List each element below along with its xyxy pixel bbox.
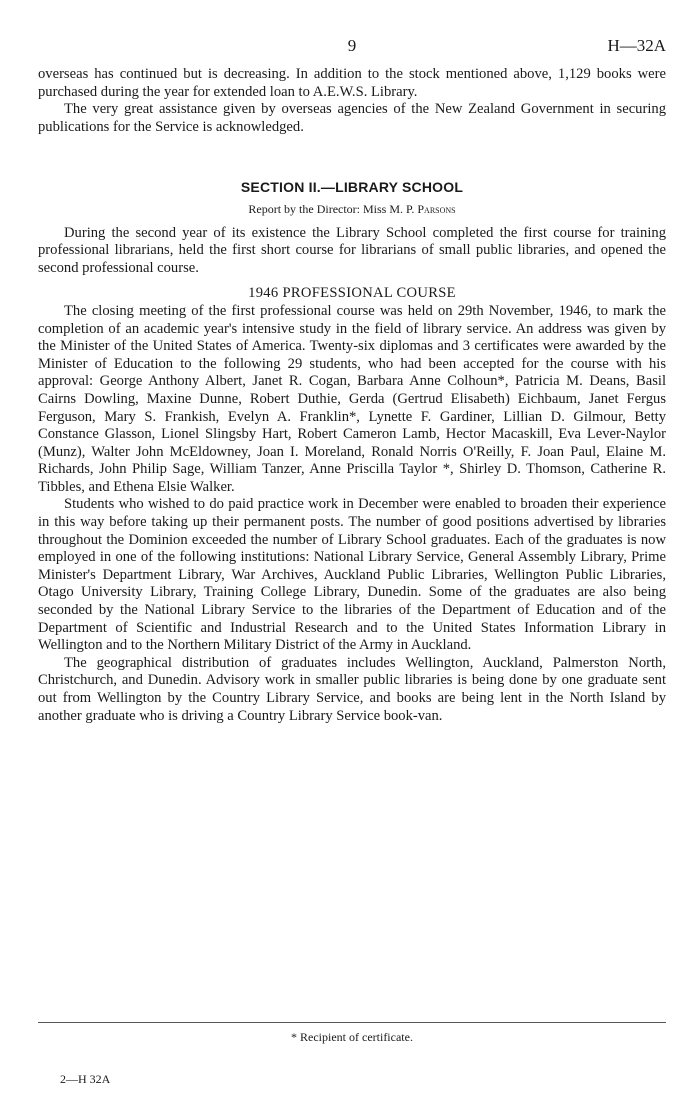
- page-number: 9: [347, 36, 357, 55]
- footnote: * Recipient of certificate.: [291, 1030, 413, 1044]
- paragraph-intro: During the second year of its existence the Library School completed the first course for training professional librarians, held the first short course for librarians of small public libraries, and opened the second professional course.: [38, 224, 666, 276]
- paragraph-acknowledgement: The very great assistance given by overseas agencies of the New Zealand Government in securing publications for the Service is acknowledged.: [38, 101, 666, 135]
- footnote-divider: [38, 1022, 666, 1023]
- paragraph-graduates: The closing meeting of the first professional course was held on 29th November, 1946, to mark the completion of an academic year's intensive study in the field of library service. An address was given by the Minister of the United States of America. Twenty-six diplomas and 3 certificates were awarded by the Minister of Education to the following 29 students, who had been accepted for the course with his approval: George Anthony Albert, Janet R. Cogan, Barbara Anne Colhoun*, Patricia M. Deans, Basil Cairns Dowling, Maxine Dunne, Robert Duthie, Gerda (Gertrud Elisabeth) Eichbaum, Janet Fergus Ferguson, Mary S. Frankish, Evelyn A. Franklin*, Lynette F. Gardiner, Lillian D. Gilmour, Betty Constance Glasson, Lionel Slingsby Hart, Robert Cameron Lamb, Hector Macaskill, Eva Lever-Naylor (Munz), Walter John McEldowney, Joan I. Moreland, Ronald Norris O'Reilly, F. Joan Paul, Elaine M. Richards, John Philip Sage, William Tanzer, Anne Priscilla Taylor *, Shirley D. Thomson, Catherine R. Tibbles, and Ethena Elsie Walker.: [38, 302, 666, 495]
- printer-signature: 2—H 32A: [60, 1072, 111, 1086]
- document-body: [38, 66, 666, 725]
- page-header: [38, 36, 666, 60]
- report-byline-prefix: Report by the Director: Miss M. P.: [248, 201, 415, 216]
- paragraph-distribution: The geographical distribution of graduates includes Wellington, Auckland, Palmerston North, Christchurch, and Dunedin. Advisory work in smaller public libraries is being done by one graduate sent out from Wellington by the Country Library Service, and books are being lent in the North Island by another graduate who is driving a Country Library Service book-van.: [38, 654, 666, 724]
- subsection-heading: 1946 PROFESSIONAL COURSE: [248, 285, 456, 302]
- paragraph-employment: Students who wished to do paid practice work in December were enabled to broaden their experience in this way before taking up their permanent posts. The number of good positions advertised by libraries throughout the Dominion exceeded the number of Library School graduates. Each of the graduates is now employed in one of the following institutions: National Library Service, General Assembly Library, Prime Minister's Department Library, War Archives, Auckland Public Libraries, Wellington Public Libraries, Otago University Library, Training College Library, Dunedin. Some of the graduates are also being seconded by the National Library Service to the libraries of the Department of Education and of the Department of Scientific and Industrial Research and to the United States Information Library in Wellington and to the Northern Military District of the Army in Auckland.: [38, 496, 666, 654]
- document-reference: H—32A: [607, 36, 666, 55]
- section-heading: SECTION II.—LIBRARY SCHOOL: [240, 179, 464, 196]
- report-byline-name: Parsons: [417, 201, 456, 216]
- paragraph-continued: overseas has continued but is decreasing. In addition to the stock mentioned above, 1,129 books were purchased during the year for extended loan to A.E.W.S. Library.: [38, 66, 666, 100]
- report-byline: [38, 201, 666, 219]
